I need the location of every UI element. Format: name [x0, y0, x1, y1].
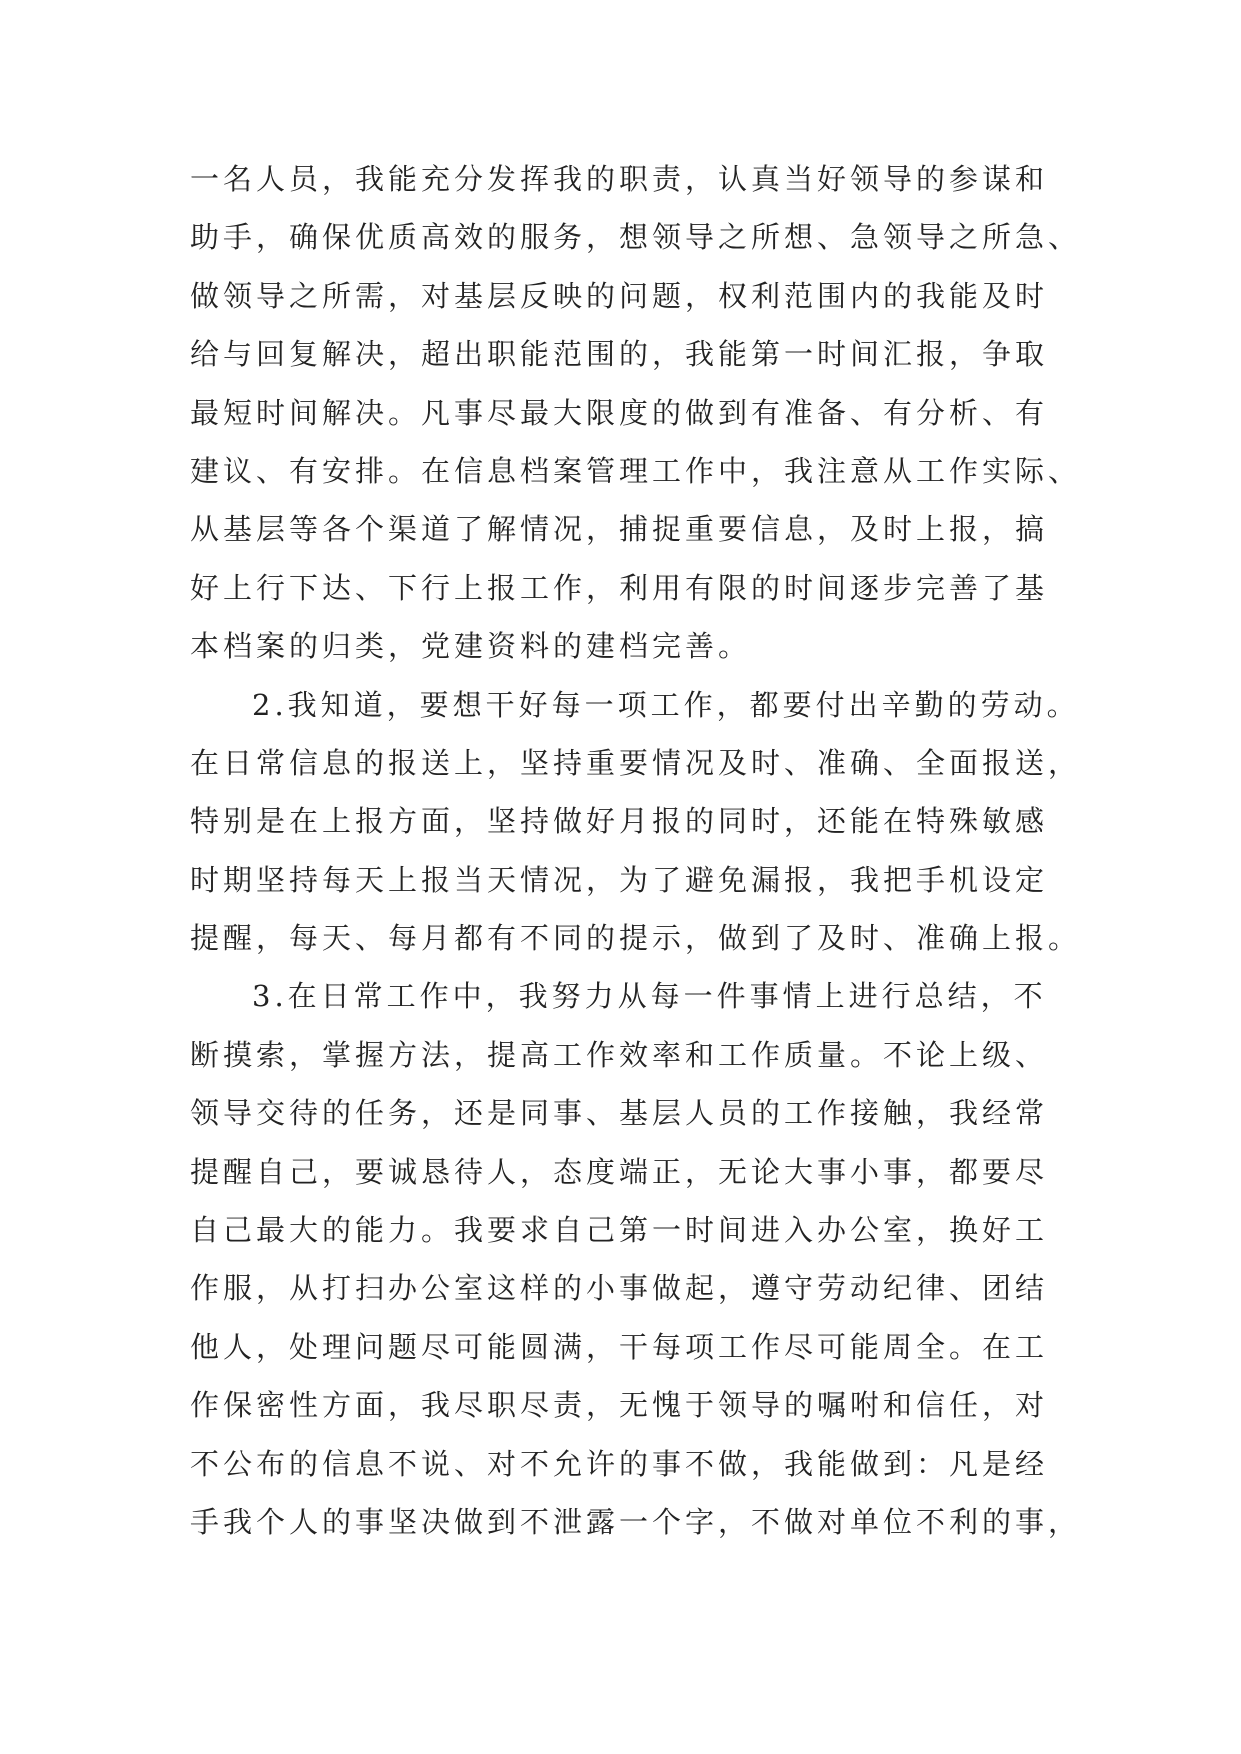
text-line: 自己最大的能力。我要求自己第一时间进入办公室，换好工	[190, 1213, 1049, 1248]
text-line: 好上行下达、下行上报工作，利用有限的时间逐步完善了基	[190, 570, 1049, 605]
text-line: 在日常信息的报送上，坚持重要情况及时、准确、全面报送，	[190, 745, 1082, 780]
text-line: 作保密性方面，我尽职尽责，无愧于领导的嘱咐和信任，对	[190, 1388, 1049, 1423]
text-line: 断摸索，掌握方法，提高工作效率和工作质量。不论上级、	[190, 1037, 1049, 1072]
text-line: 他人，处理问题尽可能圆满，干每项工作尽可能周全。在工	[190, 1329, 1049, 1364]
text-line: 提醒，每天、每月都有不同的提示，做到了及时、准确上报。	[190, 921, 1082, 956]
text-line: 不公布的信息不说、对不允许的事不做，我能做到：凡是经	[190, 1446, 1049, 1481]
text-line: 做领导之所需，对基层反映的问题，权利范围内的我能及时	[190, 278, 1049, 313]
document-body	[190, 150, 1090, 1551]
paragraph-2-first-line: 2.我知道，要想干好每一项工作，都要付出辛勤的劳动。	[252, 687, 1080, 722]
text-line: 手我个人的事坚决做到不泄露一个字，不做对单位不利的事，	[190, 1504, 1082, 1539]
text-line: 作服，从打扫办公室这样的小事做起，遵守劳动纪律、团结	[190, 1271, 1049, 1306]
paragraph-3-first-line: 3.在日常工作中，我努力从每一件事情上进行总结，不	[252, 979, 1047, 1014]
text-line: 领导交待的任务，还是同事、基层人员的工作接触，我经常	[190, 1096, 1049, 1131]
text-line: 时期坚持每天上报当天情况，为了避免漏报，我把手机设定	[190, 862, 1049, 897]
text-line: 从基层等各个渠道了解情况，捕捉重要信息，及时上报，搞	[190, 512, 1049, 547]
text-line: 特别是在上报方面，坚持做好月报的同时，还能在特殊敏感	[190, 804, 1049, 839]
text-line: 给与回复解决，超出职能范围的，我能第一时间汇报，争取	[190, 337, 1049, 372]
text-line: 提醒自己，要诚恳待人，态度端正，无论大事小事，都要尽	[190, 1154, 1049, 1189]
text-line: 助手，确保优质高效的服务，想领导之所想、急领导之所急、	[190, 220, 1082, 255]
text-line: 最短时间解决。凡事尽最大限度的做到有准备、有分析、有	[190, 395, 1049, 430]
text-line: 建议、有安排。在信息档案管理工作中，我注意从工作实际、	[190, 453, 1082, 488]
text-line: 本档案的归类，党建资料的建档完善。	[190, 629, 752, 664]
text-line: 一名人员，我能充分发挥我的职责，认真当好领导的参谋和	[190, 162, 1049, 196]
